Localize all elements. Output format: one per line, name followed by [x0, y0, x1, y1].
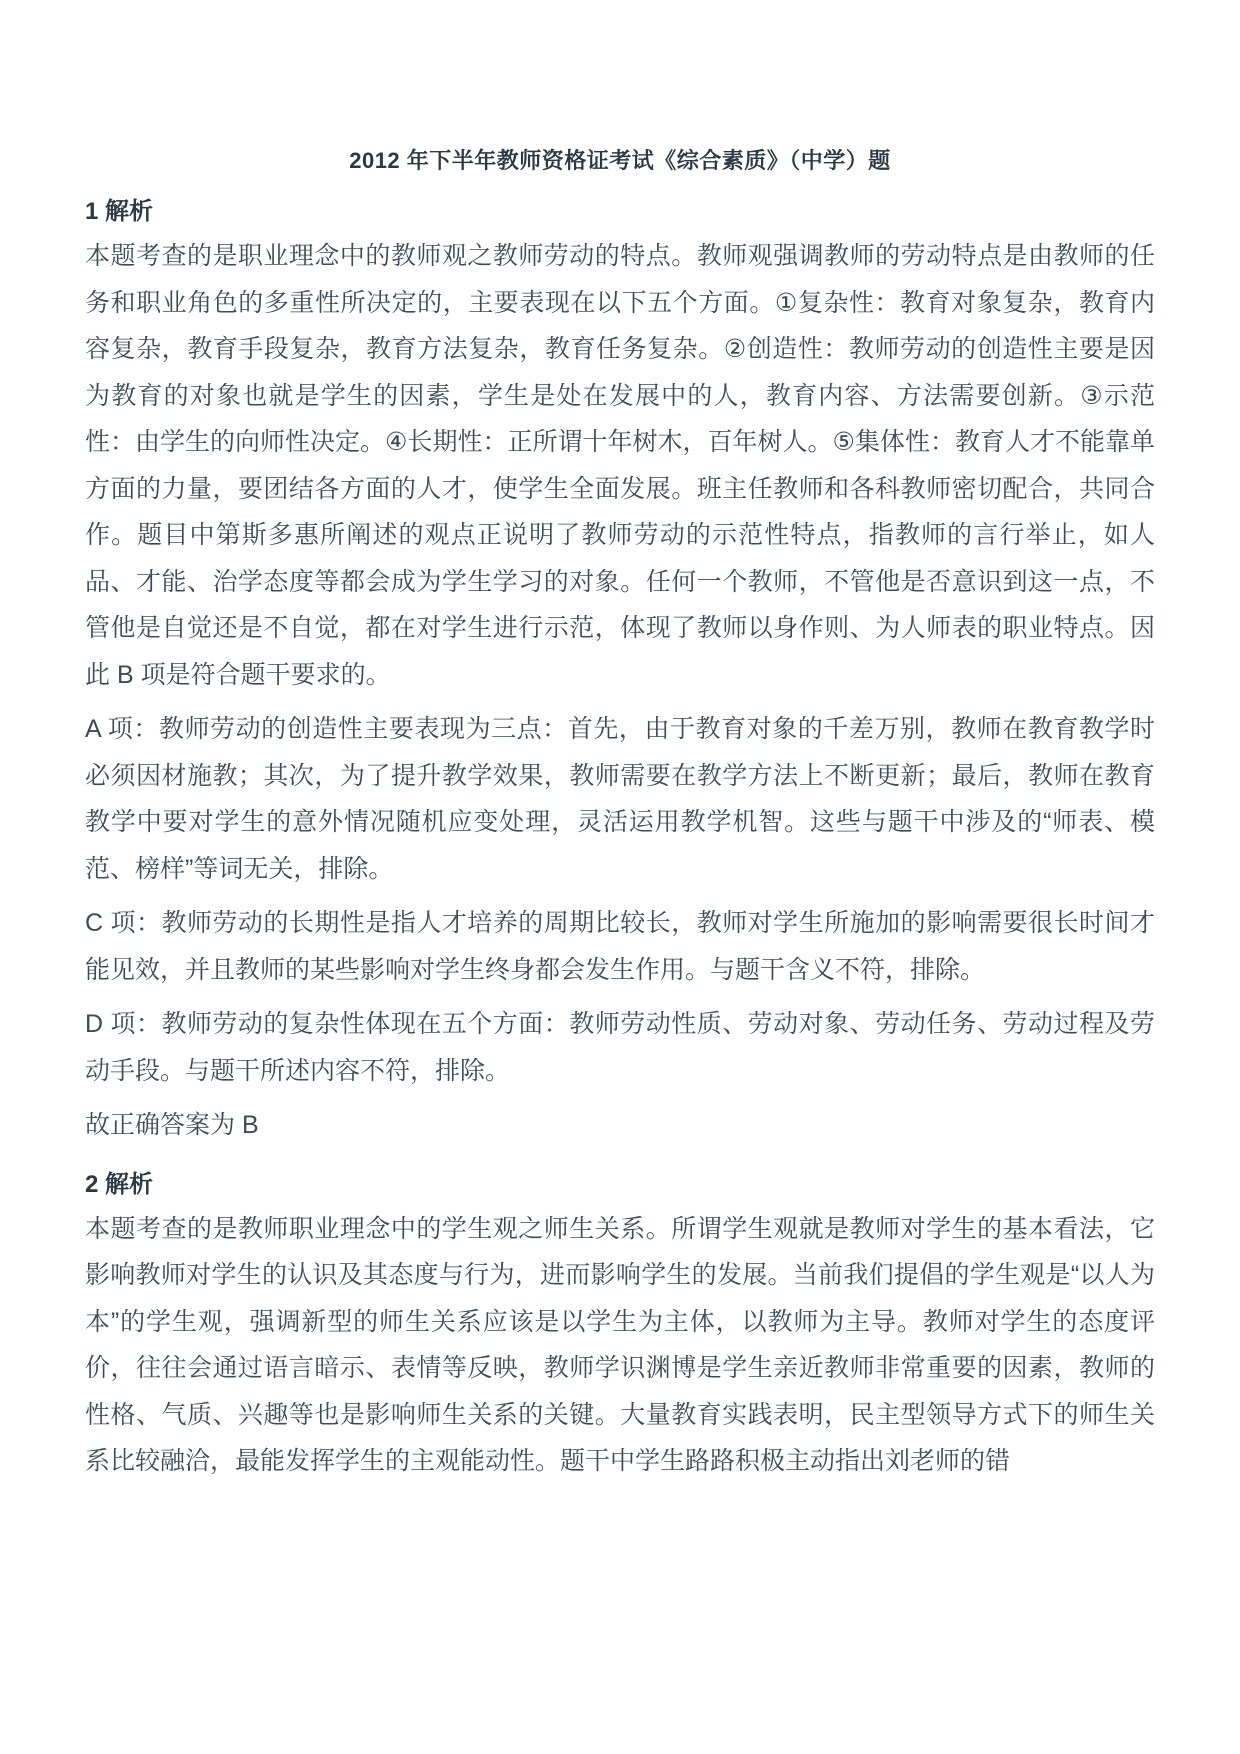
section-1-answer-line: 故正确答案为 B	[85, 1111, 259, 1139]
section-2-analysis-paragraph: 本题考查的是教师职业理念中的学生观之师生关系。所谓学生观就是教师对学生的基本看法，它影响教师对学生的认识及其态度与行为，进而影响学生的发展。当前我们提倡的学生观是“以人为本”的学生观，强调新型的师生关系应该是以学生为主体，以教师为主导。教师对学生的态度评价，往往会通过语言暗示、表情等反映，教师学识渊博是学生亲近教师非常重要的因素，教师的性格、气质、兴趣等也是影响师生关系的关键。大量教育实践表明，民主型领导方式下的师生关系比较融洽，最能发挥学生的主观能动性。题干中学生路路积极主动指出刘老师的错	[85, 1214, 1155, 1475]
section-1-option-a-paragraph: A 项：教师劳动的创造性主要表现为三点：首先，由于教育对象的千差万别，教师在教育教学时必须因材施教；其次，为了提升教学效果，教师需要在教学方法上不断更新；最后，教师在教育教学中要对学生的意外情况随机应变处理，灵活运用教学机智。这些与题干中涉及的“师表、模范、榜样”等词无关，排除。	[85, 715, 1155, 883]
section-1-option-d-paragraph: D 项：教师劳动的复杂性体现在五个方面：教师劳动性质、劳动对象、劳动任务、劳动过程及劳动手段。与题干所述内容不符，排除。	[85, 1010, 1155, 1085]
section-question-1	[85, 197, 1155, 1149]
section-1-option-c-paragraph: C 项：教师劳动的长期性是指人才培养的周期比较长，教师对学生所施加的影响需要很长时间才能见效，并且教师的某些影响对学生终身都会发生作用。与题干含义不符，排除。	[85, 909, 1155, 984]
section-1-analysis-paragraph: 本题考查的是职业理念中的教师观之教师劳动的特点。教师观强调教师的劳动特点是由教师的任务和职业角色的多重性所决定的，主要表现在以下五个方面。①复杂性：教育对象复杂，教育内容复杂，教育手段复杂，教育方法复杂，教育任务复杂。②创造性：教师劳动的创造性主要是因为教育的对象也就是学生的因素，学生是处在发展中的人，教育内容、方法需要创新。③示范性：由学生的向师性决定。④长期性：正所谓十年树木，百年树人。⑤集体性：教育人才不能靠单方面的力量，要团结各方面的人才，使学生全面发展。班主任教师和各科教师密切配合，共同合作。题目中第斯多惠所阐述的观点正说明了教师劳动的示范性特点，指教师的言行举止，如人品、才能、治学态度等都会成为学生学习的对象。任何一个教师，不管他是否意识到这一点，不管他是自觉还是不自觉，都在对学生进行示范，体现了教师以身作则、为人师表的职业特点。因此 B 项是符合题干要求的。	[85, 242, 1155, 689]
section-1-heading: 1 解析	[85, 198, 154, 225]
section-question-2	[85, 1170, 1155, 1485]
document-title: 2012 年下半年教师资格证考试《综合素质》（中学）题	[349, 148, 891, 173]
section-2-heading: 2 解析	[85, 1170, 154, 1198]
